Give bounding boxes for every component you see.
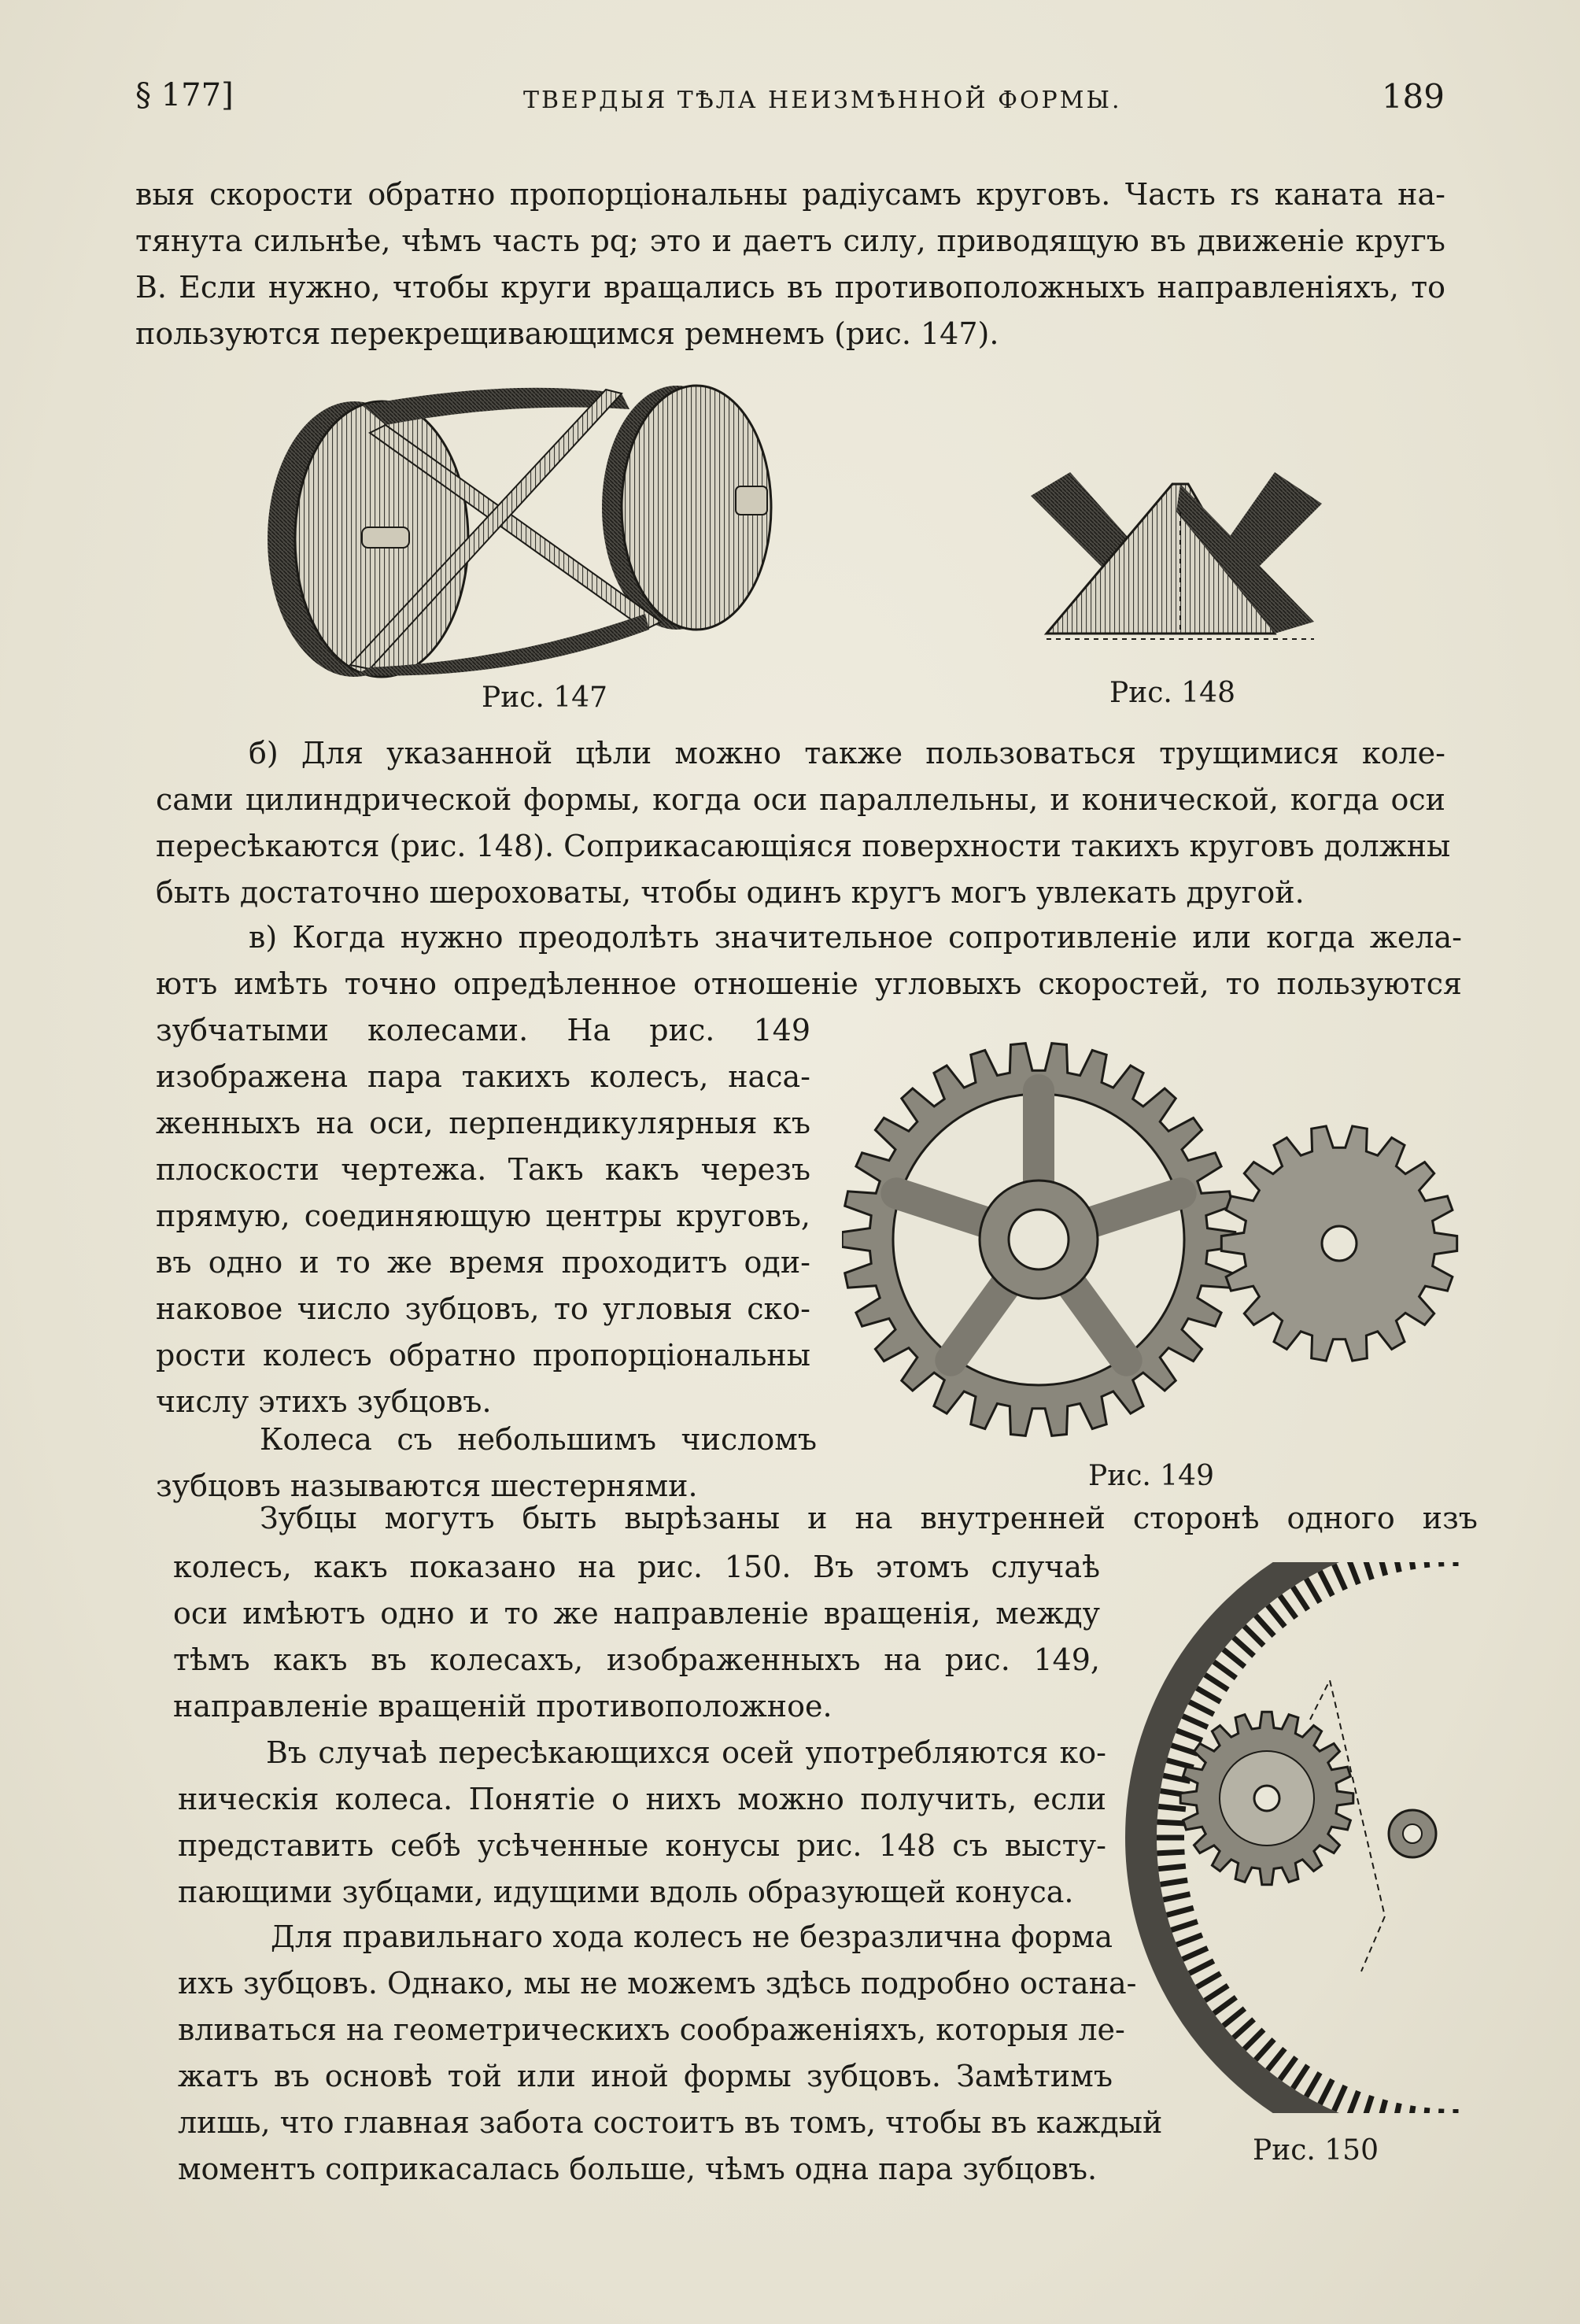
figure-147-belt-pulleys — [252, 370, 803, 685]
section-number: § 177] — [135, 77, 234, 113]
text-line: лишь, что главная забота состоитъ въ томъ, чтобы въ каждый — [178, 2105, 1163, 2140]
paragraph-1 — [135, 172, 1445, 357]
text-line: тянута сильнѣе, чѣмъ часть pq; это и даетъ силу, приводящую въ движеніе кругъ — [135, 224, 1445, 258]
text-line: рости колесъ обратно пропорціональны — [156, 1338, 810, 1373]
text-line: Зубцы могутъ быть вырѣзаны и на внутренней сторонѣ одного изъ — [260, 1501, 1478, 1535]
text-line: моментъ соприкасалась больше, чѣмъ одна пара зубцовъ. — [178, 2152, 1098, 2186]
paragraph-6 — [178, 1730, 1106, 1916]
text-line: колесъ, какъ показано на рис. 150. Въ этомъ случаѣ — [173, 1550, 1100, 1584]
caption-fig-148: Рис. 148 — [1109, 677, 1235, 709]
text-line: тѣмъ какъ въ колесахъ, изображенныхъ на рис. 149, — [173, 1642, 1100, 1677]
text-line: B. Если нужно, чтобы круги вращались въ противоположныхъ направленіяхъ, то — [135, 270, 1445, 305]
running-title: ТВЕРДЫЯ ТѢЛА НЕИЗМѢННОЙ ФОРМЫ. — [523, 87, 1122, 114]
text-line: Для правильнаго хода колесъ не безразлична форма — [271, 1919, 1113, 1954]
text-line: Въ случаѣ пересѣкающихся осей употребляются ко- — [266, 1735, 1106, 1770]
text-line: ихъ зубцовъ. Однако, мы не можемъ здѣсь подробно остана- — [178, 1966, 1137, 2001]
paragraph-2 — [156, 730, 1451, 916]
text-line: представить себѣ усѣченные конусы рис. 148 съ высту- — [178, 1828, 1106, 1863]
paragraph-7 — [178, 1914, 1163, 2193]
caption-fig-149: Рис. 149 — [1088, 1460, 1214, 1492]
text-line: оси имѣютъ одно и то же направленіе вращенія, между — [173, 1596, 1100, 1631]
text-line: ническія колеса. Понятіе о нихъ можно получить, если — [178, 1782, 1106, 1816]
text-line: б) Для указанной цѣли можно также пользоваться трущимися коле- — [249, 736, 1445, 770]
text-line: ютъ имѣть точно опредѣленное отношеніе угловыхъ скоростей, то пользуются — [156, 966, 1462, 1001]
text-line: быть достаточно шероховаты, чтобы одинъ кругъ могъ увлекать другой. — [156, 875, 1305, 910]
figure-149-spur-gears — [842, 1031, 1464, 1456]
caption-fig-147: Рис. 147 — [482, 682, 607, 714]
text-line: женныхъ на оси, перпендикулярныя къ — [156, 1106, 810, 1140]
text-line: плоскости чертежа. Такъ какъ черезъ — [156, 1152, 810, 1187]
text-line: пересѣкаются (рис. 148). Соприкасающіяся поверхности такихъ круговъ должны — [156, 829, 1451, 863]
internal-ring-gear — [1141, 1562, 1456, 2113]
figure-150-internal-gear — [1125, 1562, 1479, 2113]
text-line: выя скорости обратно пропорціональны радіусамъ круговъ. Часть rs каната на- — [135, 177, 1445, 212]
text-line: зубцовъ называются шестернями. — [156, 1469, 698, 1503]
text-line: числу этихъ зубцовъ. — [156, 1384, 492, 1419]
paragraph-5-first-line — [156, 1495, 1478, 1542]
figure-148-friction-cones — [1015, 464, 1346, 653]
paragraph-5 — [173, 1544, 1100, 1730]
text-line: Колеса съ небольшимъ числомъ — [260, 1422, 817, 1457]
text-line: жатъ въ основѣ той или иной формы зубцовъ. Замѣтимъ — [178, 2059, 1113, 2093]
text-line: наковое число зубцовъ, то угловыя ско- — [156, 1291, 810, 1326]
caption-fig-150: Рис. 150 — [1253, 2134, 1379, 2167]
text-line: въ одно и то же время проходитъ оди- — [156, 1245, 810, 1280]
large-gear — [842, 1044, 1235, 1436]
paragraph-3 — [156, 914, 1462, 1007]
text-line: в) Когда нужно преодолѣть значительное сопротивленіе или когда жела- — [249, 920, 1462, 955]
text-line: пользуются перекрещивающимся ремнемъ (рис. 147). — [135, 316, 999, 351]
text-line: вливаться на геометрическихъ соображеніяхъ, которыя ле- — [178, 2012, 1125, 2047]
page-number: 189 — [1381, 77, 1445, 116]
text-line: изображена пара такихъ колесъ, наса- — [156, 1059, 810, 1094]
paragraph-3-narrow — [156, 1007, 810, 1425]
text-line: зубчатыми колесами. На рис. 149 — [156, 1013, 810, 1047]
text-line: прямую, соединяющую центры круговъ, — [156, 1199, 810, 1233]
text-line: пающими зубцами, идущими вдоль образующей конуса. — [178, 1875, 1074, 1909]
small-pinion — [1221, 1126, 1456, 1361]
text-line: направленіе вращеній противоположное. — [173, 1689, 832, 1724]
text-line: сами цилиндрической формы, когда оси параллельны, и конической, когда оси — [156, 782, 1445, 817]
